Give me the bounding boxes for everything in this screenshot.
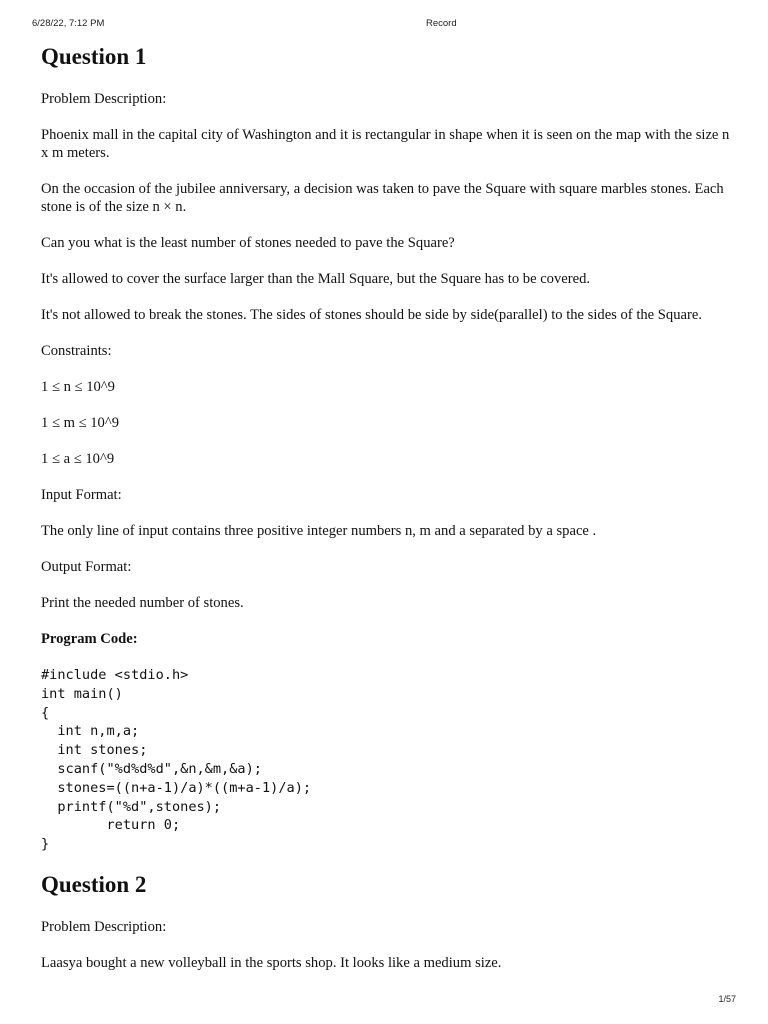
- constraint-item: 1 ≤ a ≤ 10^9: [41, 451, 115, 467]
- output-format-label: Output Format:: [41, 559, 132, 575]
- program-code: #include <stdio.h> int main() { int n,m,a; int stones; scanf("%d%d%d",&n,&m,&a); stones=((n+a-1)/a)*((m+a-1)/a); printf("%d",stones); return 0; }: [41, 667, 312, 853]
- problem-description-label: Problem Description:: [41, 918, 167, 935]
- description-paragraph: Can you what is the least number of stones needed to pave the Square?: [41, 235, 455, 251]
- input-format-label: Input Format:: [41, 487, 122, 503]
- constraint-item: 1 ≤ m ≤ 10^9: [41, 415, 119, 431]
- description-paragraph: Phoenix mall in the capital city of Washington and it is rectangular in shape when it is seen on the map with the size n x m meters.: [41, 127, 730, 161]
- question-1: [41, 42, 731, 854]
- print-date: 6/28/22, 7:12 PM: [32, 18, 105, 29]
- description-paragraph: It's allowed to cover the surface larger than the Mall Square, but the Square has to be covered.: [41, 271, 591, 287]
- question-heading: Question 2: [41, 871, 147, 897]
- constraints-label: Constraints:: [41, 343, 112, 359]
- description-paragraph: On the occasion of the jubilee anniversary, a decision was taken to pave the Square with square marbles stones. Each stone is of the size n × n.: [41, 181, 724, 215]
- question-heading: Question 1: [41, 44, 147, 69]
- document-content: [41, 42, 731, 990]
- input-format-text: The only line of input contains three positive integer numbers n, m and a separated by a space .: [41, 523, 597, 539]
- output-format-text: Print the needed number of stones.: [41, 595, 244, 611]
- description-paragraph: Laasya bought a new volleyball in the sports shop. It looks like a medium size.: [41, 954, 502, 971]
- page-number: 1/57: [718, 994, 736, 1004]
- print-header: [0, 18, 768, 32]
- problem-description-label: Problem Description:: [41, 91, 167, 107]
- constraint-item: 1 ≤ n ≤ 10^9: [41, 379, 115, 395]
- print-title: Record: [426, 18, 457, 29]
- description-paragraph: It's not allowed to break the stones. The sides of stones should be side by side(parallel) to the sides of the Square.: [41, 307, 702, 323]
- question-2: [41, 870, 731, 972]
- program-code-label: Program Code:: [41, 631, 138, 647]
